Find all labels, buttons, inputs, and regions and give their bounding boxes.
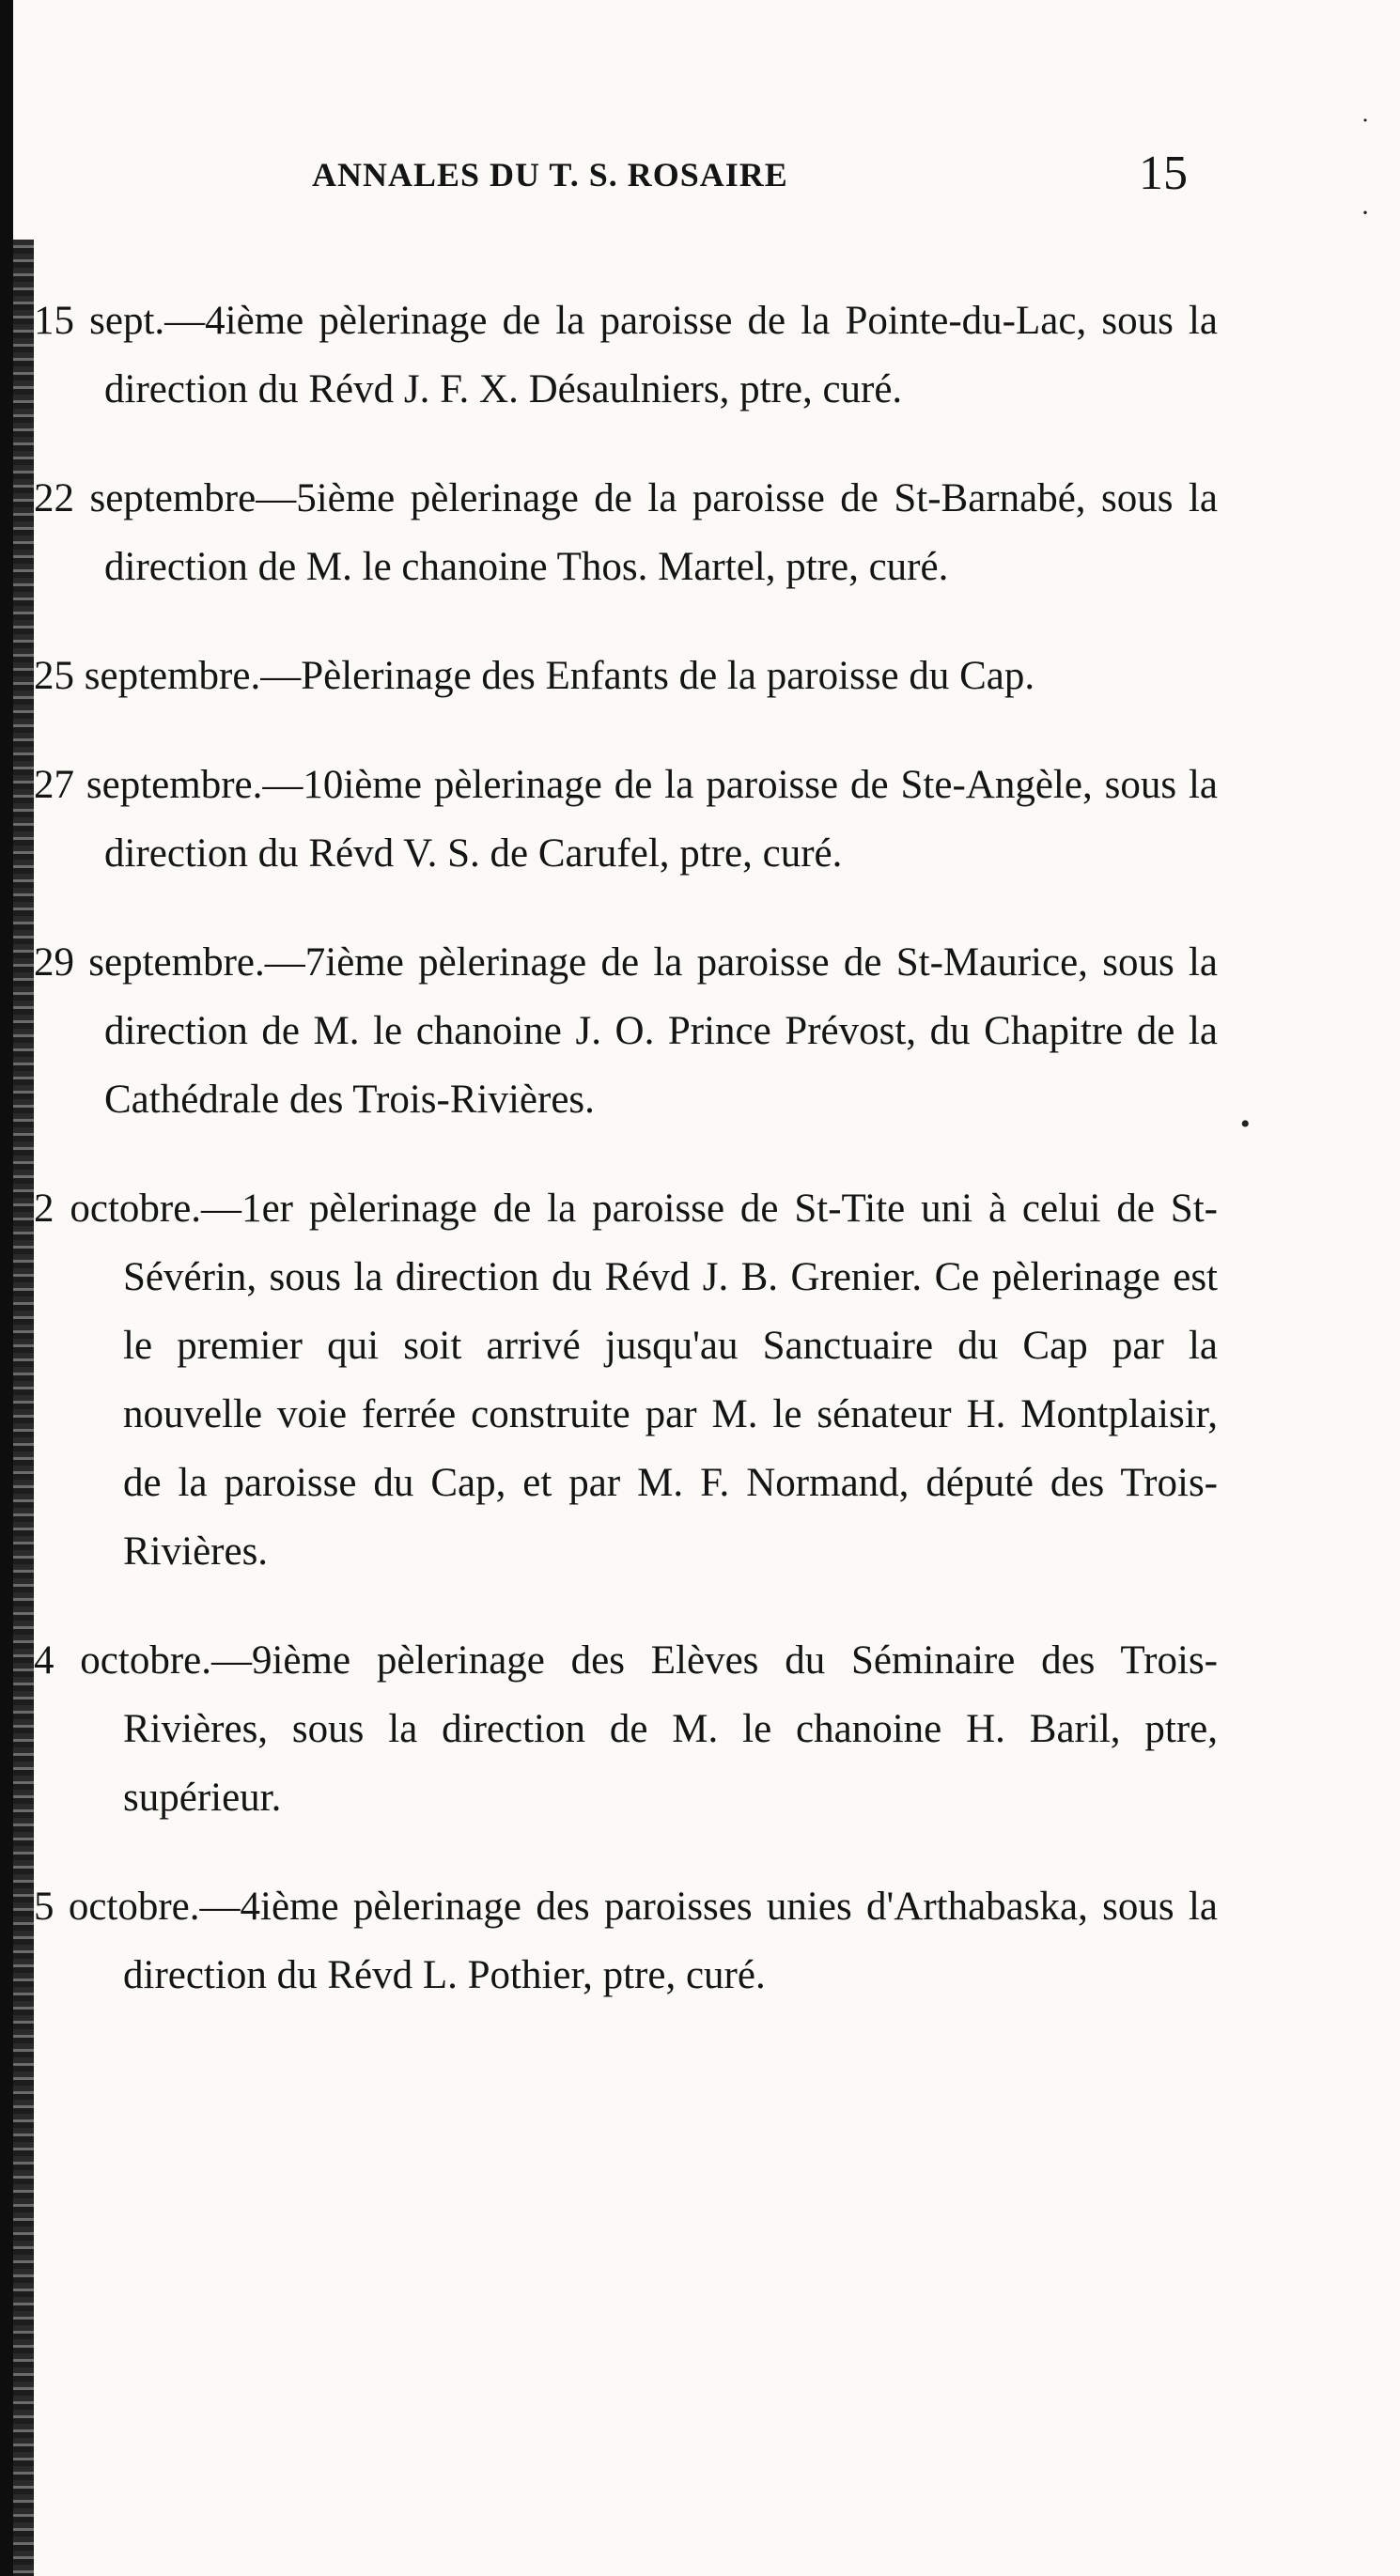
- list-item: [34, 1174, 1218, 1586]
- entry-date: 5 octobre.—: [34, 1885, 241, 1929]
- list-item: [34, 1626, 1218, 1832]
- page-gutter-shadow: [13, 240, 34, 2576]
- entry-text: 4ième pèlerinage de la paroisse de la Pointe-du-Lac, sous la direction du Révd J. F. X. Désaulniers, ptre, curé.: [104, 299, 1218, 411]
- scan-speck: ·: [1361, 197, 1370, 228]
- page-number: 15: [1139, 147, 1188, 200]
- entry-text: 7ième pèlerinage de la paroisse de St-Maurice, sous la direction de M. le chanoine J. O. Prince Prévost, du Chapitre de la Cathédrale des Trois-Rivières.: [104, 940, 1218, 1122]
- book-binding-edge: [0, 0, 13, 2576]
- entry-date: 27 septembre.—: [34, 763, 303, 807]
- list-item: [34, 751, 1218, 888]
- list-item: [34, 928, 1218, 1134]
- entry-date: 22 septembre—: [34, 476, 297, 520]
- entry-date: 25 septembre.—: [34, 654, 302, 698]
- page-header: [0, 146, 1400, 211]
- list-item: [34, 287, 1218, 424]
- running-title: ANNALES DU T. S. ROSAIRE: [312, 156, 788, 194]
- entry-text: Pèlerinage des Enfants de la paroisse du Cap.: [301, 654, 1035, 698]
- entry-text: 4ième pèlerinage des paroisses unies d'Arthabaska, sous la direction du Révd L. Pothier, ptre, curé.: [123, 1885, 1219, 1997]
- list-item: [34, 642, 1218, 710]
- list-item: [34, 464, 1218, 601]
- entry-text: 10ième pèlerinage de la paroisse de Ste-Angèle, sous la direction du Révd V. S. de Carufel, ptre, curé.: [104, 763, 1218, 876]
- entry-date: 15 sept.—: [34, 299, 206, 343]
- scan-speck: ˙: [1361, 113, 1370, 144]
- entry-text: 5ième pèlerinage de la paroisse de St-Barnabé, sous la direction de M. le chanoine Thos. Martel, ptre, curé.: [104, 476, 1219, 589]
- entry-date: 2 octobre.—: [34, 1187, 242, 1231]
- pilgrimage-list: [34, 246, 1218, 2017]
- scan-speck: •: [1240, 1109, 1251, 1140]
- entry-text: 9ième pèlerinage des Elèves du Séminaire des Trois-Rivières, sous la direction de M. le chanoine H. Baril, ptre, supérieur.: [123, 1638, 1218, 1820]
- entry-date: 4 octobre.—: [34, 1638, 252, 1683]
- list-item: [34, 1872, 1218, 2010]
- entry-date: 29 septembre.—: [34, 940, 305, 985]
- entry-text: 1er pèlerinage de la paroisse de St-Tite uni à celui de St-Sévérin, sous la direction du Révd J. B. Grenier. Ce pèlerinage est le premier qui soit arrivé jusqu'au Sanctuaire du Cap par la nouvelle voie ferrée construite par M. le sénateur H. Montplaisir, de la paroisse du Cap, et par M. F. Normand, député des Trois-Rivières.: [123, 1187, 1218, 1574]
